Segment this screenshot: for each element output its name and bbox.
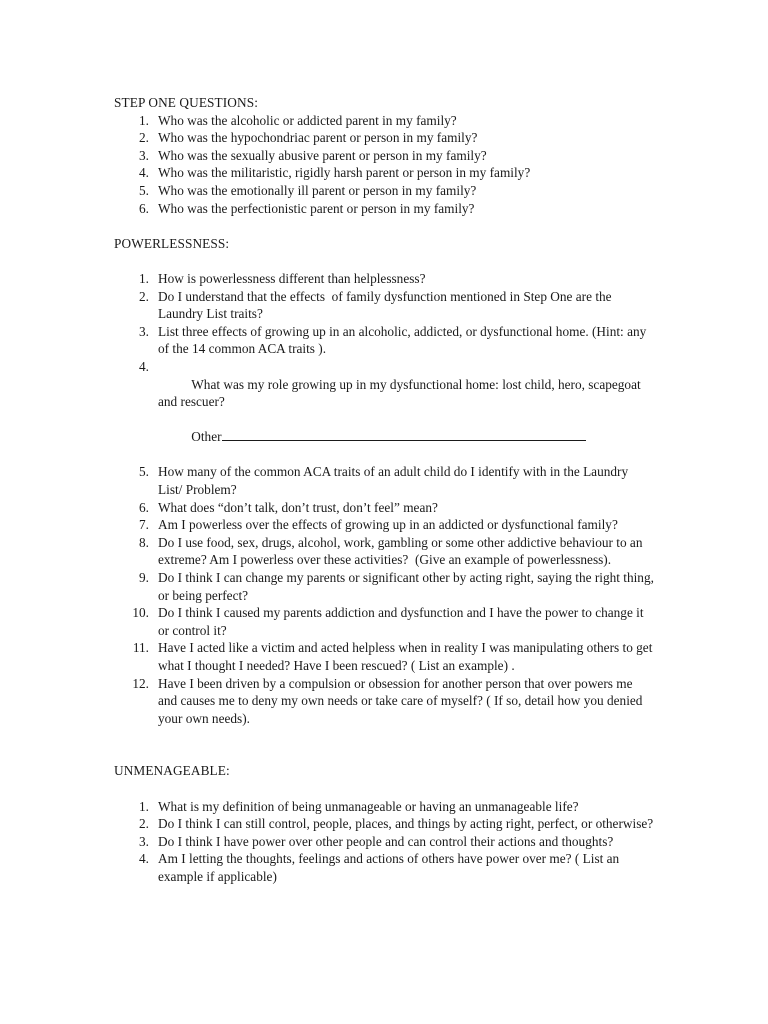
item-number: 2. <box>139 816 149 832</box>
step-one-list <box>114 112 654 218</box>
unmanageable-section <box>114 762 654 885</box>
item-number: 8. <box>139 534 149 550</box>
item-number: 11. <box>132 640 149 656</box>
item-text: List three effects of growing up in an alcoholic, addicted, or dysfunctional home. (Hint: any of the 14 common ACA traits ). <box>158 323 650 357</box>
list-item <box>114 164 654 182</box>
document-page <box>114 94 658 886</box>
list-item <box>114 182 654 200</box>
item-number: 3. <box>139 323 149 339</box>
item-number: 10. <box>132 605 149 621</box>
list-item <box>114 604 654 639</box>
item-text: Who was the alcoholic or addicted parent in my family? <box>158 112 457 128</box>
item-number: 4. <box>139 851 149 867</box>
item-number: 1. <box>139 112 149 128</box>
unmanageable-heading: UNMENAGEABLE: <box>114 763 230 779</box>
list-item <box>114 499 654 517</box>
item-number: 7. <box>139 517 149 533</box>
item-number: 2. <box>139 288 149 304</box>
list-item <box>114 323 654 358</box>
powerlessness-list <box>114 270 658 727</box>
item-text: Who was the perfectionistic parent or person in my family? <box>158 200 475 216</box>
item-number: 3. <box>139 833 149 849</box>
item-text: Who was the militaristic, rigidly harsh parent or person in my family? <box>158 165 531 181</box>
item-text: Do I use food, sex, drugs, alcohol, work, gambling or some other addictive behaviour to an extreme? Am I powerless over these activities? (Give an example of powerlessness). <box>158 534 646 568</box>
list-item <box>114 798 654 816</box>
item-text: Do I think I can still control, people, places, and things by acting right, perfect, or otherwise? <box>158 816 654 832</box>
item-text: Have I acted like a victim and acted helpless when in reality I was manipulating others to get what I thought I needed? Have I been rescued? ( List an example) . <box>158 640 656 673</box>
spacer <box>114 252 654 270</box>
list-item <box>114 288 654 323</box>
item-text: What was my role growing up in my dysfunctional home: lost child, hero, scapegoat and rescuer? <box>158 376 644 410</box>
item-text: Am I letting the thoughts, feelings and actions of others have power over me? ( List an example if applicable) <box>158 851 623 884</box>
list-item <box>114 516 654 534</box>
list-item <box>114 358 654 464</box>
item-text-wrapper <box>158 358 654 464</box>
spacer <box>114 780 654 798</box>
list-item <box>114 200 654 218</box>
item-number: 9. <box>139 570 149 586</box>
item-number: 1. <box>139 798 149 814</box>
list-item <box>114 815 654 833</box>
step-one-heading: STEP ONE QUESTIONS: <box>114 95 258 110</box>
step-one-section <box>114 94 654 217</box>
item-number: 6. <box>139 200 149 216</box>
item-text: Who was the hypochondriac parent or person in my family? <box>158 130 478 146</box>
item-text: How many of the common ACA traits of an adult child do I identify with in the Laundry List/ Problem? <box>158 464 632 498</box>
item-text: Do I understand that the effects of family dysfunction mentioned in Step One are the Laundry List traits? <box>158 288 615 322</box>
list-item <box>114 147 654 165</box>
other-answer-line[interactable] <box>222 428 586 441</box>
item-text: Who was the sexually abusive parent or person in my family? <box>158 147 487 163</box>
list-item <box>114 833 654 851</box>
other-label: Other <box>191 429 222 445</box>
list-item <box>114 129 654 147</box>
item-text: Do I think I can change my parents or significant other by acting right, saying the right thing, or being perfect? <box>158 570 658 603</box>
list-item <box>114 850 654 885</box>
item-text: Am I powerless over the effects of growing up in an addicted or dysfunctional family? <box>158 517 618 533</box>
item-number: 2. <box>139 130 149 146</box>
item-number: 6. <box>139 499 149 515</box>
item-text: What does “don’t talk, don’t trust, don’t feel” mean? <box>158 499 438 515</box>
item-number: 1. <box>139 270 149 286</box>
list-item <box>114 534 654 569</box>
list-item <box>114 569 658 604</box>
list-item <box>114 112 654 130</box>
list-item <box>114 463 654 498</box>
item-number: 12. <box>132 675 149 691</box>
list-item <box>114 675 654 728</box>
list-item <box>114 639 654 674</box>
unmanageable-list <box>114 798 654 886</box>
item-text: Do I think I have power over other people and can control their actions and thoughts? <box>158 833 614 849</box>
item-number: 3. <box>139 147 149 163</box>
spacer <box>114 217 654 235</box>
powerlessness-section <box>114 235 658 728</box>
item-text: How is powerlessness different than helplessness? <box>158 270 426 286</box>
item-number: 4. <box>139 358 149 374</box>
item-number: 4. <box>139 165 149 181</box>
item-number: 5. <box>139 464 149 480</box>
powerlessness-heading: POWERLESSNESS: <box>114 235 230 251</box>
item-text: Who was the emotionally ill parent or person in my family? <box>158 182 477 198</box>
item-text: Do I think I caused my parents addiction and dysfunction and I have the power to change it or control it? <box>158 605 647 638</box>
list-item <box>114 270 654 288</box>
item-text: What is my definition of being unmanageable or having an unmanageable life? <box>158 798 579 814</box>
item-number: 5. <box>139 182 149 198</box>
spacer <box>114 727 654 762</box>
item-text: Have I been driven by a compulsion or obsession for another person that over powers me and causes me to deny my own needs or take care of myself? ( If so, detail how you denied your own needs). <box>158 675 646 726</box>
